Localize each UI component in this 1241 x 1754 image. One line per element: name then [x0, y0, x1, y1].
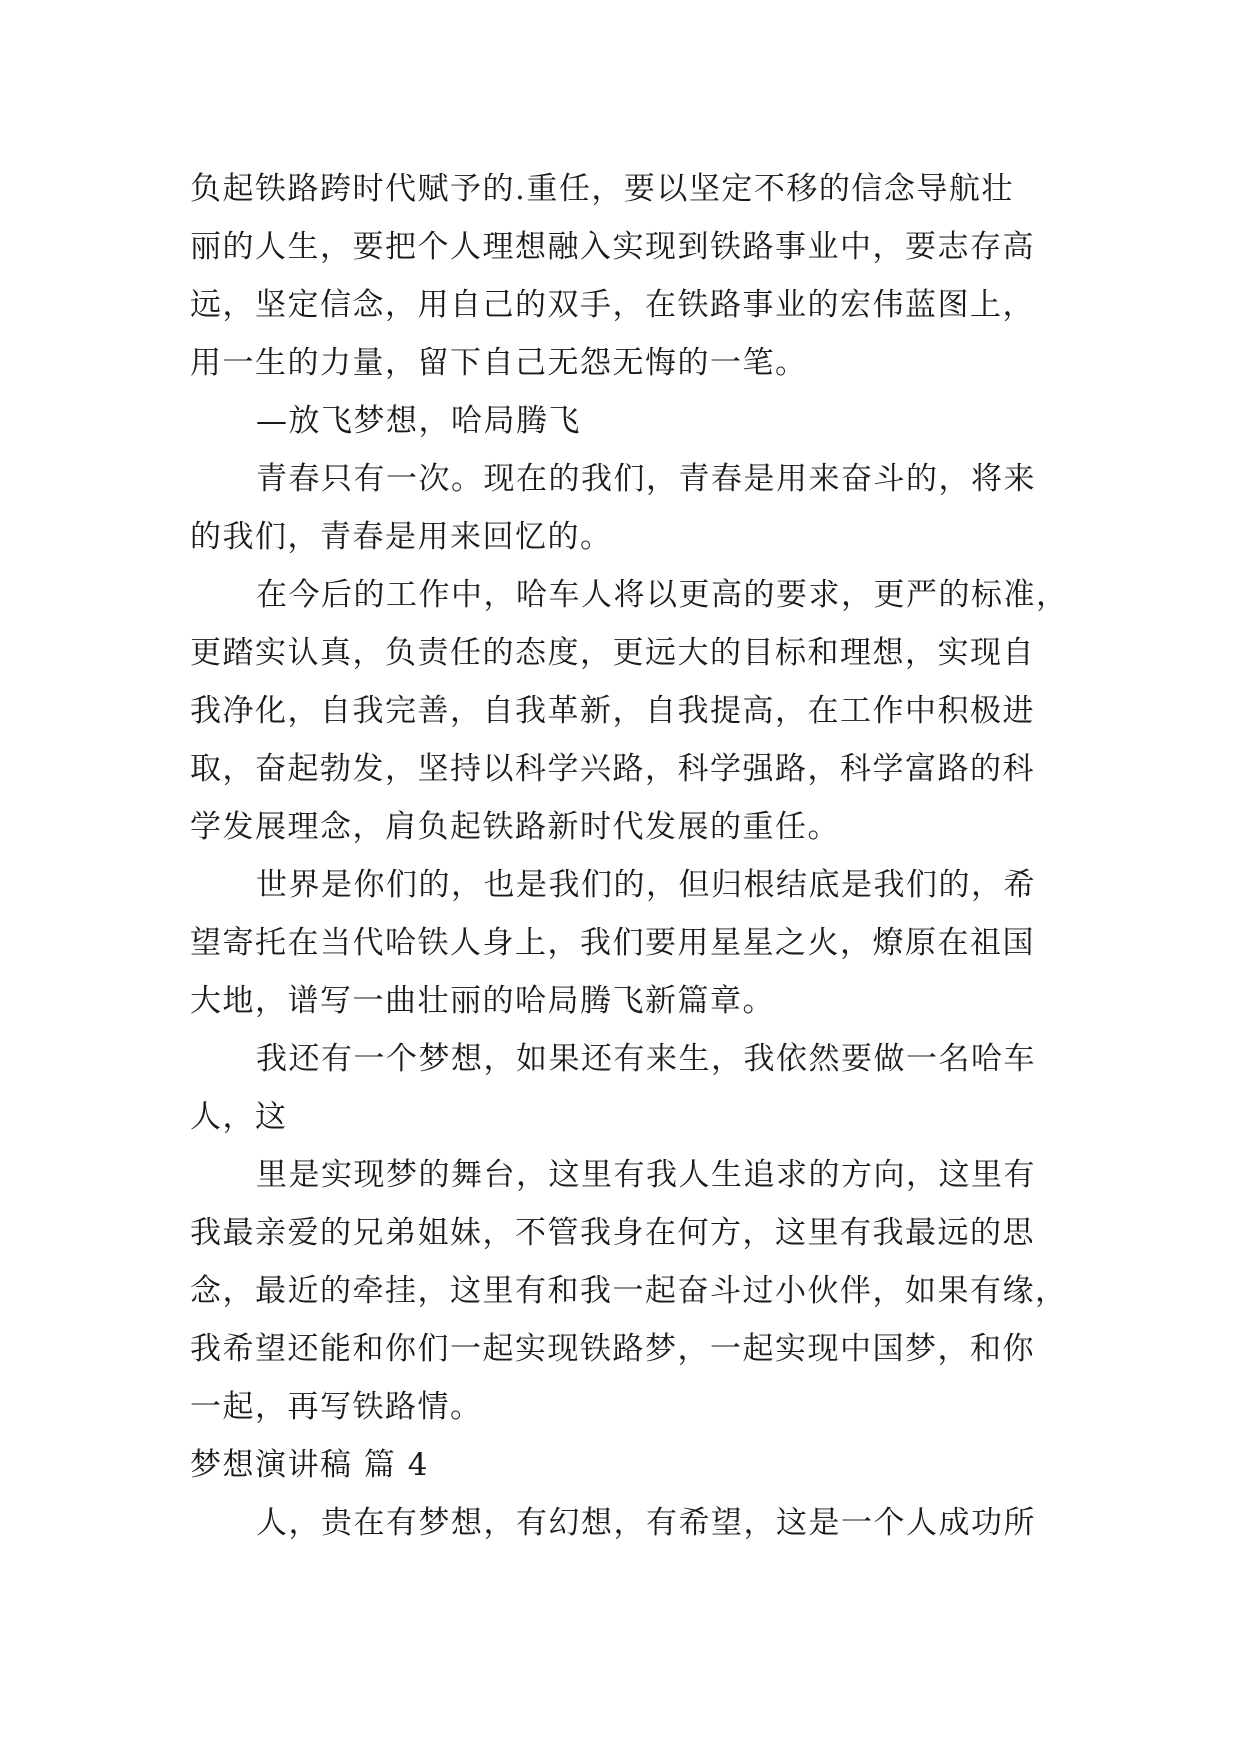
paragraph-line: 大地，谱写一曲壮丽的哈局腾飞新篇章。: [190, 983, 775, 1019]
section-subheading: —放飞梦想，哈局腾飞: [256, 403, 581, 439]
paragraph-line: 世界是你们的，也是我们的，但归根结底是我们的，希: [256, 867, 1036, 903]
paragraph-line: 用一生的力量，留下自己无怨无悔的一笔。: [190, 345, 808, 381]
paragraph-line: 取，奋起勃发，坚持以科学兴路，科学强路，科学富路的科: [190, 751, 1035, 787]
paragraph-line: 学发展理念，肩负起铁路新时代发展的重任。: [190, 809, 840, 845]
paragraph-line: 我净化，自我完善，自我革新，自我提高，在工作中积极进: [190, 693, 1035, 729]
document-body: [190, 160, 1070, 1552]
paragraph-line: 我还有一个梦想，如果还有来生，我依然要做一名哈车: [256, 1041, 1036, 1077]
paragraph-line: 的我们，青春是用来回忆的。: [190, 519, 613, 555]
paragraph-line: 人，这: [190, 1099, 288, 1135]
paragraph-line: 我最亲爱的兄弟姐妹，不管我身在何方，这里有我最远的思: [190, 1215, 1035, 1251]
paragraph-line: 我希望还能和你们一起实现铁路梦，一起实现中国梦，和你: [190, 1331, 1035, 1367]
paragraph-line: 人，贵在有梦想，有幻想，有希望，这是一个人成功所: [256, 1505, 1036, 1541]
paragraph-line: 里是实现梦的舞台，这里有我人生追求的方向，这里有: [256, 1157, 1036, 1193]
paragraph-line: 丽的人生，要把个人理想融入实现到铁路事业中，要志存高: [190, 229, 1035, 265]
section-heading: 梦想演讲稿 篇 4: [190, 1447, 429, 1483]
paragraph-line: 一起，再写铁路情。: [190, 1389, 483, 1425]
paragraph-line: 远，坚定信念，用自己的双手，在铁路事业的宏伟蓝图上，: [190, 287, 1035, 323]
paragraph-line: 念，最近的牵挂，这里有和我一起奋斗过小伙伴，如果有缘，: [190, 1273, 1068, 1309]
paragraph-line: 在今后的工作中，哈车人将以更高的要求，更严的标准，: [256, 577, 1069, 613]
paragraph-line: 望寄托在当代哈铁人身上，我们要用星星之火，燎原在祖国: [190, 925, 1035, 961]
paragraph-line: 负起铁路跨时代赋予的.重任，要以坚定不移的信念导航壮: [190, 171, 1014, 207]
paragraph-line: 青春只有一次。现在的我们，青春是用来奋斗的，将来: [256, 461, 1036, 497]
paragraph-line: 更踏实认真，负责任的态度，更远大的目标和理想，实现自: [190, 635, 1035, 671]
